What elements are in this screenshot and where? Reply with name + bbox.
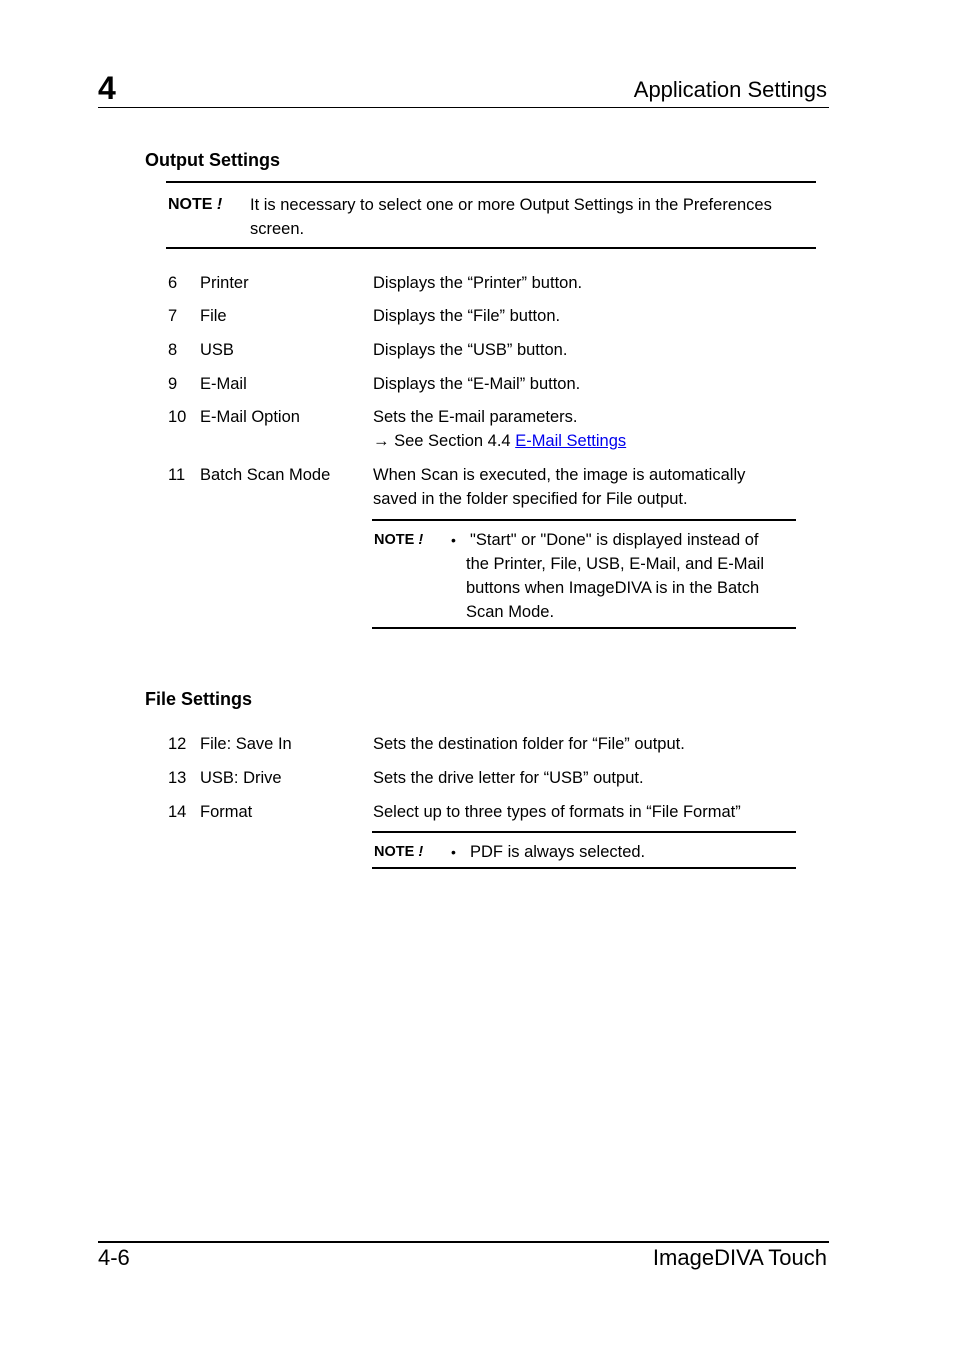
item-description: Sets the destination folder for “File” output. — [373, 735, 685, 753]
item-number: 12 — [168, 735, 187, 753]
item-name: E-Mail — [200, 375, 247, 393]
item-name: E-Mail Option — [200, 408, 300, 426]
header-rule — [98, 107, 829, 108]
chapter-number: 4 — [98, 70, 116, 106]
batch-note-line-2: the Printer, File, USB, E-Mail, and E-Mail — [466, 555, 765, 573]
batch-note-line-3: buttons when ImageDIVA is in the Batch — [466, 579, 760, 597]
item-description-line-2: saved in the folder specified for File output. — [373, 490, 688, 508]
note-top-rule — [166, 181, 816, 183]
item-description: Displays the “E-Mail” button. — [373, 375, 581, 393]
note-text-line-2: screen. — [250, 220, 305, 238]
item-number: 14 — [168, 803, 187, 821]
item-description: Sets the drive letter for “USB” output. — [373, 769, 644, 787]
item-description: Sets the E-mail parameters. — [373, 408, 578, 426]
item-name: Format — [200, 803, 253, 821]
chapter-title: Application Settings — [633, 77, 827, 102]
batch-note-line-1: "Start" or "Done" is displayed instead of — [470, 531, 759, 549]
arrow-right-icon: → — [373, 432, 390, 450]
reference-prefix: See Section 4.4 — [394, 432, 511, 450]
batch-note-top-rule — [372, 519, 796, 521]
item-number: 11 — [168, 466, 186, 484]
item-number: 9 — [168, 375, 178, 393]
item-name: USB — [200, 341, 234, 359]
output-settings-heading: Output Settings — [145, 150, 280, 170]
note-text-line-1: It is necessary to select one or more Output Settings in the Preferences — [250, 196, 772, 214]
item-name: File — [200, 307, 227, 325]
batch-note-line-4: Scan Mode. — [466, 603, 555, 621]
format-note-bottom-rule — [372, 867, 796, 869]
note-label: NOTE ! — [168, 196, 223, 213]
item-description-line-1: When Scan is executed, the image is automatically — [373, 466, 746, 484]
page-number: 4-6 — [98, 1245, 130, 1270]
item-number: 13 — [168, 769, 187, 787]
format-note-top-rule — [372, 831, 796, 833]
item-number: 10 — [168, 408, 187, 426]
item-description: Displays the “Printer” button. — [373, 274, 583, 292]
format-note-label: NOTE ! — [374, 844, 424, 860]
item-name: Printer — [200, 274, 249, 292]
item-name: File: Save In — [200, 735, 292, 753]
product-name: ImageDIVA Touch — [652, 1245, 827, 1270]
item-description: Select up to three types of formats in “File Format” — [373, 803, 741, 821]
footer-rule — [98, 1241, 829, 1243]
batch-note-bottom-rule — [372, 627, 796, 629]
item-name: USB: Drive — [200, 769, 282, 787]
note-bottom-rule — [166, 247, 816, 249]
item-description: Displays the “USB” button. — [373, 341, 568, 359]
format-note-text: PDF is always selected. — [470, 843, 646, 861]
email-settings-link[interactable]: E-Mail Settings — [515, 432, 627, 450]
item-name: Batch Scan Mode — [200, 466, 331, 484]
item-number: 6 — [168, 274, 178, 292]
bullet-icon: • — [451, 532, 456, 548]
item-number: 7 — [168, 307, 178, 325]
item-description: Displays the “File” button. — [373, 307, 561, 325]
bullet-icon: • — [451, 844, 456, 860]
batch-note-label: NOTE ! — [374, 532, 424, 548]
item-number: 8 — [168, 341, 178, 359]
file-settings-heading: File Settings — [145, 689, 253, 709]
